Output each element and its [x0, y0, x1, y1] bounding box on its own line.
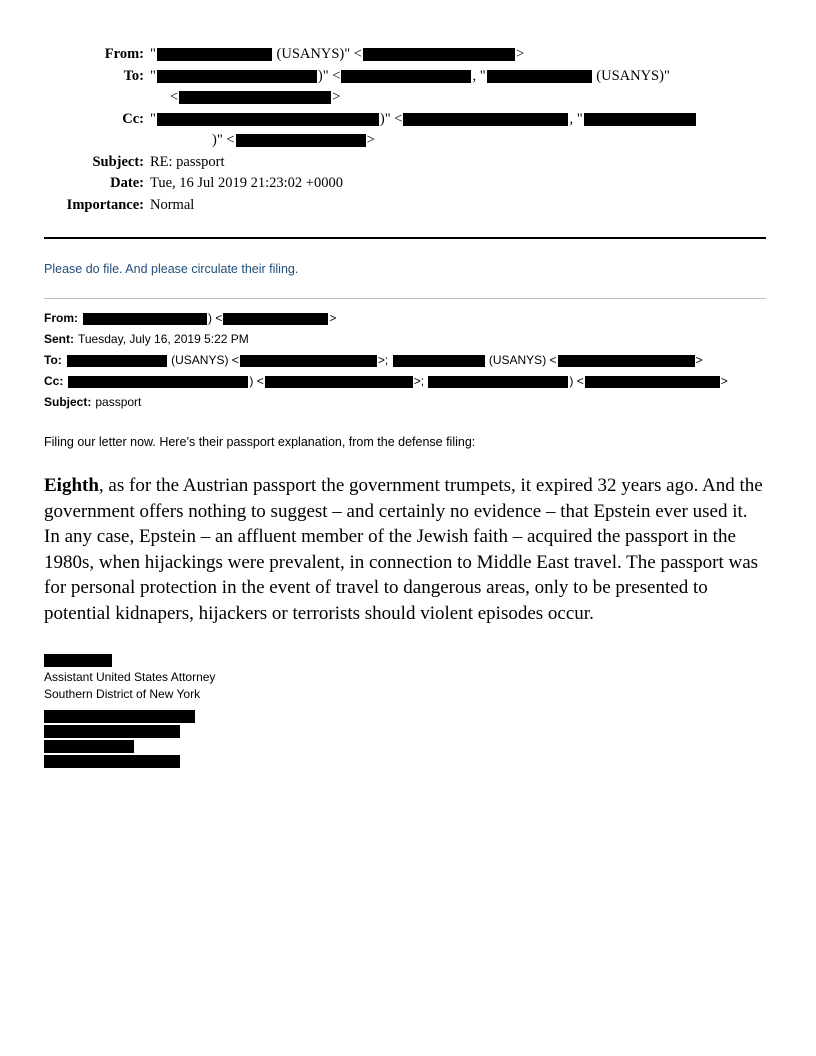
- redaction-bar: [83, 313, 207, 325]
- quote-mark: ": [150, 46, 156, 62]
- quote-mark: ": [150, 67, 156, 84]
- redaction-bar: [558, 355, 695, 367]
- usanys-plain: (USANYS): [171, 353, 229, 367]
- inner-row-cc: [44, 371, 766, 391]
- date-label: Date:: [110, 175, 144, 191]
- to-label: To:: [123, 67, 144, 84]
- inner-to-label: To:: [44, 353, 62, 367]
- semicolon-angle: >;: [377, 353, 389, 367]
- email-header: [44, 44, 766, 216]
- header-row-cc: [44, 109, 766, 152]
- inner-sent-label: Sent:: [44, 332, 74, 346]
- inner-sent-value: Tuesday, July 16, 2019 5:22 PM: [78, 332, 249, 346]
- quote-lead-word: Eighth: [44, 475, 99, 496]
- redaction-bar: [341, 70, 471, 83]
- redaction-bar: [157, 70, 317, 83]
- importance-value: Normal: [150, 196, 195, 213]
- to-value: [150, 66, 766, 109]
- signature-contact-redacted: [44, 710, 766, 768]
- to-value-continued: [170, 87, 766, 109]
- angle-close: >: [329, 311, 337, 325]
- redaction-bar: [428, 376, 568, 388]
- inner-from-value: [82, 308, 766, 328]
- angle-open: <: [170, 89, 179, 105]
- redaction-bar: [403, 113, 568, 126]
- angle-open: <: [231, 353, 239, 367]
- angle-open: <: [353, 46, 362, 62]
- inner-divider: [44, 298, 766, 299]
- redaction-bar: [265, 376, 413, 388]
- redaction-bar: [236, 134, 366, 147]
- inner-row-subject: [44, 392, 766, 412]
- angle-close: >: [366, 132, 375, 148]
- date-value: Tue, 16 Jul 2019 21:23:02 +0000: [150, 175, 343, 191]
- angle-open: <: [332, 67, 341, 84]
- quote-text: , as for the Austrian passport the government trumpets, it expired 32 years ago. And the government offers nothing to suggest – and certainly no evidence – that Epstein ever used it. In any case, Epstein – an affluent member of the Jewish faith – acquired the passport in the 1980s, when hijackings were prevalent, in connection to Middle East travel. The passport was for personal protection in the event of travel to dangerous areas, only to be presented to potential kidnapers, hijackers or terrorists should violent episodes occur.: [44, 475, 763, 624]
- quoted-email-header: [44, 308, 766, 412]
- angle-open: <: [226, 132, 235, 148]
- usanys-plain: (USANYS): [488, 353, 547, 367]
- cc-label: Cc:: [122, 110, 144, 127]
- inner-row-from: [44, 308, 766, 328]
- paren-close: )": [212, 132, 223, 148]
- redaction-bar: [68, 376, 248, 388]
- header-divider: [44, 237, 766, 239]
- inner-to-value: [66, 350, 766, 370]
- inner-subject-label: Subject:: [44, 395, 92, 409]
- angle-open: <: [256, 374, 264, 388]
- redaction-bar: [44, 755, 180, 768]
- redaction-bar: [44, 725, 180, 738]
- inner-cc-label: Cc:: [44, 374, 64, 388]
- redaction-bar: [393, 355, 485, 367]
- from-label: From:: [104, 46, 144, 62]
- redaction-bar: [240, 355, 377, 367]
- inner-row-to: [44, 350, 766, 370]
- paren-close-char: ): [249, 374, 254, 388]
- angle-close: >: [720, 374, 728, 388]
- comma-quote: , ": [569, 110, 583, 127]
- from-value: [150, 44, 766, 66]
- paren-close-char: ): [208, 311, 212, 325]
- paren-close-char: ): [569, 374, 574, 388]
- redaction-bar: [223, 313, 328, 325]
- subject-value: RE: passport: [150, 153, 225, 170]
- angle-close: >: [332, 89, 341, 105]
- cc-value: [150, 109, 766, 152]
- signature-block: [44, 652, 766, 768]
- inner-from-label: From:: [44, 311, 78, 325]
- header-row-from: [44, 44, 766, 66]
- redaction-bar: [584, 113, 696, 126]
- redaction-bar: [157, 113, 379, 126]
- redaction-bar: [487, 70, 592, 83]
- semicolon-angle: >;: [413, 374, 425, 388]
- inner-subject-value: passport: [95, 395, 142, 409]
- signature-office: Southern District of New York: [44, 687, 201, 701]
- redaction-bar: [179, 91, 331, 104]
- paren-close: )": [317, 67, 329, 84]
- angle-close: >: [515, 46, 525, 62]
- angle-open: <: [576, 374, 584, 388]
- inner-cc-value: [67, 371, 766, 391]
- signature-name-redacted: [44, 652, 766, 668]
- header-row-subject: [44, 152, 766, 174]
- cc-value-continued: [212, 130, 766, 152]
- redaction-bar: [157, 48, 272, 61]
- comma-quote: , ": [472, 67, 486, 84]
- redaction-bar: [585, 376, 720, 388]
- inner-row-sent: [44, 329, 766, 349]
- redaction-bar: [363, 48, 515, 61]
- usanys-token: (USANYS)": [596, 67, 670, 84]
- angle-open: <: [215, 311, 223, 325]
- signature-title: Assistant United States Attorney: [44, 670, 216, 684]
- importance-label: Importance:: [66, 196, 144, 213]
- header-row-to: [44, 66, 766, 109]
- quote-mark: ": [150, 110, 156, 127]
- usanys-token: (USANYS)": [276, 46, 351, 62]
- intro-note: Please do file. And please circulate their filing.: [44, 262, 299, 276]
- redaction-bar: [67, 355, 167, 367]
- redaction-bar: [44, 740, 134, 753]
- angle-close: >: [695, 353, 703, 367]
- angle-open: <: [549, 353, 557, 367]
- angle-open: <: [394, 110, 403, 127]
- quoted-paragraph: [44, 473, 764, 626]
- header-row-date: [44, 173, 766, 195]
- header-row-importance: [44, 195, 766, 217]
- redaction-bar: [44, 654, 112, 667]
- redaction-bar: [44, 710, 195, 723]
- body-intro: Filing our letter now. Here’s their passport explanation, from the defense filing:: [44, 435, 476, 449]
- subject-label: Subject:: [92, 153, 144, 170]
- paren-close: )": [379, 110, 391, 127]
